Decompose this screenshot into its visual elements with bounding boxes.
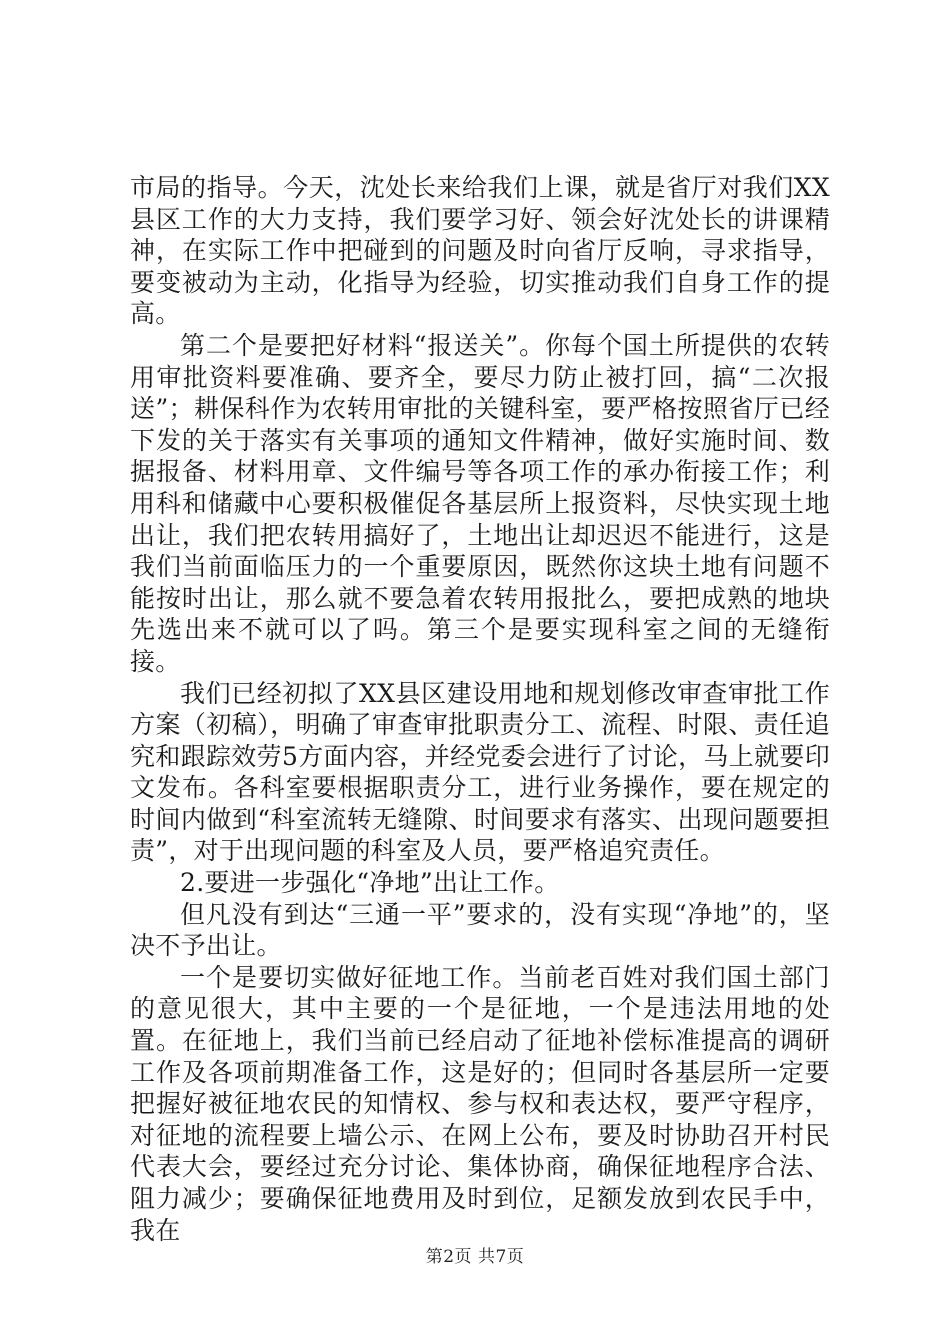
paragraph-material-submission: 第二个是要把好材料“报送关”。你每个国土所提供的农转用审批资料要准确、要齐全，要尽力防止被打回，搞“二次报送”；耕保科作为农转用审批的关键科室，要严格按照省厅已经下发的关于落实有关事项的通知文件精神，做好实施时间、数据报备、材料用章、文件编号等各项工作的承办衔接工作；利用科和储藏中心要积极催促各基层所上报资料，尽快实现土地出让，我们把农转用搞好了，土地出让却迟迟不能进行，这是我们当前面临压力的一个重要原因，既然你这块土地有问题不能按时出让，那么就不要急着农转用报批么，要把成熟的地块先选出来不就可以了吗。第三个是要实现科室之间的无缝衔接。: [130, 330, 830, 676]
paragraph-continued: 市局的指导。今天，沈处长来给我们上课，就是省厅对我们XX县区工作的大力支持，我们要学习好、领会好沈处长的讲课精神，在实际工作中把碰到的问题及时向省厅反响，寻求指导，要变被动为主动，化指导为经验，切实推动我们自身工作的提高。: [130, 173, 830, 329]
document-body: [130, 172, 830, 1246]
paragraph-clean-land-rule: 但凡没有到达“三通一平”要求的，没有实现“净地”的，坚决不予出让。: [130, 899, 830, 961]
paragraph-review-plan: 我们已经初拟了XX县区建设用地和规划修改审查审批工作方案（初稿），明确了审查审批职责分工、流程、时限、责任追究和跟踪效劳5方面内容，并经党委会进行了讨论，马上就要印文发布。各科室要根据职责分工，进行业务操作，要在规定的时间内做到“科室流转无缝隙、时间要求有落实、出现问题要担责”，对于出现问题的科室及人员，要严格追究责任。: [130, 678, 830, 866]
page-footer: 第2页 共7页: [425, 1247, 525, 1267]
paragraph-land-acquisition: 一个是要切实做好征地工作。当前老百姓对我们国土部门的意见很大，其中主要的一个是征地，一个是违法用地的处置。在征地上，我们当前已经启动了征地补偿标准提高的调研工作及各项前期准备工作，这是好的；但同时各基层所一定要把握好被征地农民的知情权、参与权和表达权，要严守程序，对征地的流程要上墙公示、在网上公布，要及时协助召开村民代表大会，要经过充分讨论、集体协商，确保征地程序合法、阻力减少；要确保征地费用及时到位，足额发放到农民手中，我在: [130, 962, 830, 1245]
section-heading-clean-land: 2.要进一步强化“净地”出让工作。: [180, 868, 560, 898]
